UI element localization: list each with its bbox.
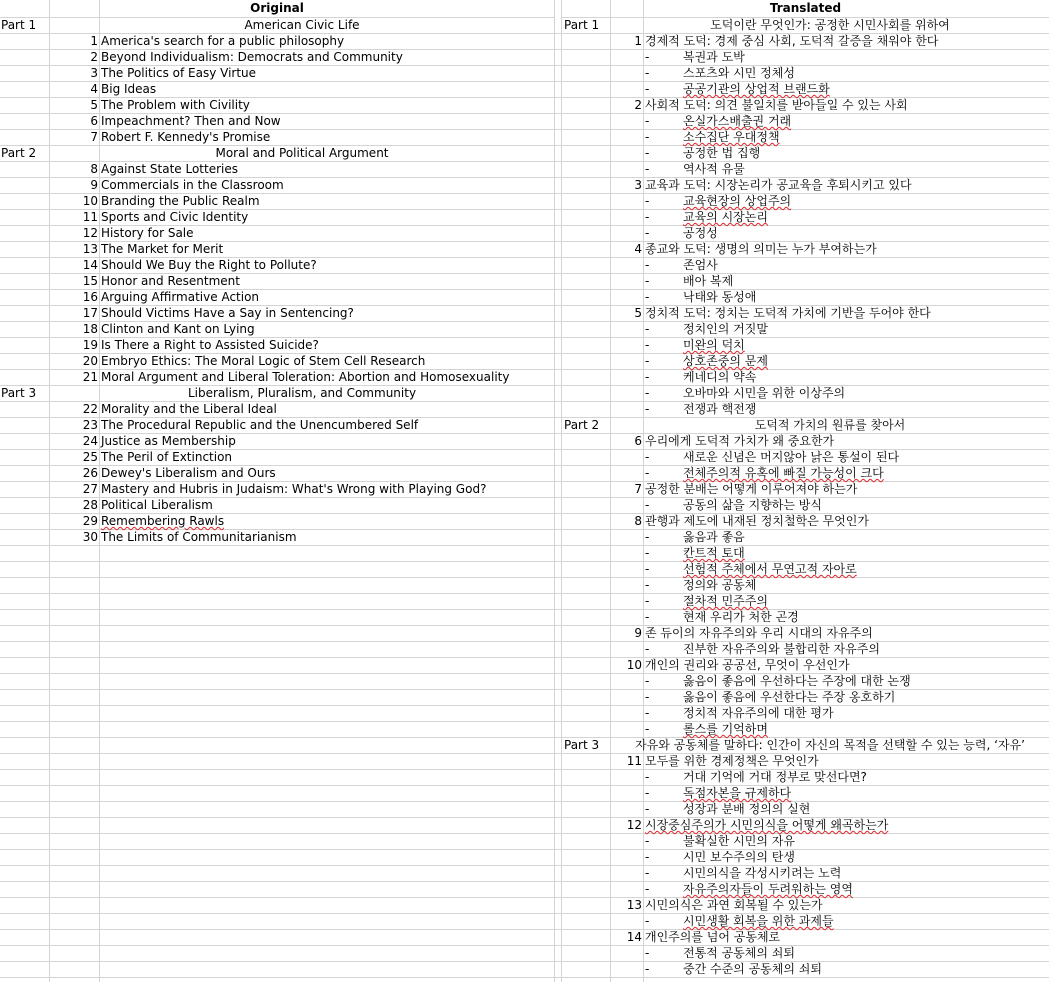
translated-section-title[interactable]: 정치인의 거짓말 bbox=[683, 322, 768, 336]
table-row[interactable] bbox=[0, 338, 1049, 354]
translated-dash[interactable]: - bbox=[645, 642, 650, 656]
table-row[interactable] bbox=[0, 146, 1049, 162]
translated-section-title[interactable]: 중간 수준의 공동체의 쇠퇴 bbox=[683, 962, 822, 976]
table-row[interactable] bbox=[0, 962, 1049, 978]
table-row[interactable] bbox=[0, 594, 1049, 610]
original-chapter-number[interactable]: 22 bbox=[82, 402, 98, 416]
translated-chapter-number[interactable]: 9 bbox=[634, 626, 642, 640]
original-chapter-number[interactable]: 15 bbox=[82, 274, 98, 288]
translated-dash[interactable]: - bbox=[645, 946, 650, 960]
translated-section-title[interactable]: 복권과 도박 bbox=[683, 50, 745, 64]
original-chapter-title[interactable]: Is There a Right to Assisted Suicide? bbox=[101, 338, 319, 352]
table-row[interactable] bbox=[0, 690, 1049, 706]
translated-dash[interactable]: - bbox=[645, 962, 650, 976]
original-part-label[interactable]: Part 1 bbox=[1, 18, 37, 32]
translated-section-title[interactable]: 정의와 공동체 bbox=[683, 578, 757, 592]
table-row[interactable] bbox=[0, 898, 1049, 914]
translated-header[interactable]: Translated bbox=[562, 0, 1049, 18]
original-chapter-number[interactable]: 20 bbox=[82, 354, 98, 368]
translated-part-label[interactable]: Part 1 bbox=[564, 18, 600, 32]
spellcheck-underlined-text: 공공기관의 상업적 브랜드화 bbox=[683, 82, 830, 96]
original-chapter-number[interactable]: 7 bbox=[90, 130, 98, 144]
translated-chapter-number[interactable]: 3 bbox=[634, 178, 642, 192]
table-row[interactable] bbox=[0, 706, 1049, 722]
translated-section-title[interactable] bbox=[683, 546, 1049, 561]
translated-chapter-title[interactable]: 정치적 도덕: 정치는 도덕적 가치에 기반을 두어야 한다 bbox=[645, 306, 931, 320]
translated-dash[interactable]: - bbox=[645, 354, 650, 368]
original-chapter-title[interactable]: The Market for Merit bbox=[101, 242, 224, 256]
translated-section-title[interactable]: 시민 보수주의의 탄생 bbox=[683, 850, 795, 864]
translated-dash[interactable]: - bbox=[645, 386, 650, 400]
translated-dash[interactable]: - bbox=[645, 786, 650, 800]
table-row[interactable] bbox=[0, 114, 1049, 130]
original-chapter-title[interactable]: Should We Buy the Right to Pollute? bbox=[101, 258, 317, 272]
original-chapter-number[interactable]: 27 bbox=[82, 482, 98, 496]
translated-section-title[interactable]: 전쟁과 핵전쟁 bbox=[683, 402, 757, 416]
translated-section-title[interactable] bbox=[683, 130, 1049, 145]
table-row[interactable] bbox=[0, 530, 1049, 546]
translated-section-title[interactable]: 시민의식을 각성시키려는 노력 bbox=[683, 866, 842, 880]
translated-chapter-number[interactable]: 5 bbox=[634, 306, 642, 320]
translated-chapter-number[interactable]: 11 bbox=[626, 754, 642, 768]
original-chapter-title[interactable]: Clinton and Kant on Lying bbox=[101, 322, 255, 336]
original-part-label[interactable]: Part 2 bbox=[1, 146, 37, 160]
table-row[interactable] bbox=[0, 386, 1049, 402]
translated-section-title[interactable] bbox=[683, 210, 1049, 225]
original-chapter-title[interactable]: Morality and the Liberal Ideal bbox=[101, 402, 277, 416]
translated-chapter-title[interactable]: 개인의 권리와 공공선, 무엇이 우선인가 bbox=[645, 658, 850, 672]
table-row[interactable] bbox=[0, 18, 1049, 34]
table-row[interactable] bbox=[0, 322, 1049, 338]
translated-section-title[interactable]: 진부한 자유주의와 불합리한 자유주의 bbox=[683, 642, 880, 656]
translated-dash[interactable]: - bbox=[645, 82, 650, 96]
table-row[interactable] bbox=[0, 482, 1049, 498]
table-row[interactable] bbox=[0, 642, 1049, 658]
translated-section-title[interactable]: 오바마와 시민을 위한 이상주의 bbox=[683, 386, 846, 400]
original-chapter-title[interactable]: Embryo Ethics: The Moral Logic of Stem Cell Research bbox=[101, 354, 426, 368]
translated-section-title[interactable]: 전통적 공동체의 쇠퇴 bbox=[683, 946, 795, 960]
translated-section-title[interactable]: 공정성 bbox=[683, 226, 718, 240]
table-row[interactable] bbox=[0, 354, 1049, 370]
original-chapter-number[interactable]: 12 bbox=[82, 226, 98, 240]
table-row[interactable] bbox=[0, 946, 1049, 962]
translated-chapter-number[interactable]: 13 bbox=[626, 898, 642, 912]
original-chapter-number[interactable]: 21 bbox=[82, 370, 98, 384]
original-chapter-number[interactable]: 8 bbox=[90, 162, 98, 176]
translated-section-title[interactable] bbox=[683, 194, 1049, 209]
table-row[interactable] bbox=[0, 370, 1049, 386]
translated-chapter-title[interactable]: 종교와 도덕: 생명의 의미는 누가 부여하는가 bbox=[645, 242, 877, 256]
original-chapter-number[interactable]: 11 bbox=[82, 210, 98, 224]
original-chapter-title[interactable]: Big Ideas bbox=[101, 82, 157, 96]
table-row[interactable] bbox=[0, 754, 1049, 770]
translated-section-title[interactable] bbox=[683, 882, 1049, 897]
original-chapter-title[interactable]: Dewey's Liberalism and Ours bbox=[101, 466, 276, 480]
table-row[interactable] bbox=[0, 194, 1049, 210]
translated-chapter-number[interactable]: 14 bbox=[626, 930, 642, 944]
translated-dash[interactable]: - bbox=[645, 866, 650, 880]
table-row[interactable] bbox=[0, 306, 1049, 322]
table-row[interactable] bbox=[0, 498, 1049, 514]
translated-dash[interactable]: - bbox=[645, 610, 650, 624]
table-row[interactable] bbox=[0, 402, 1049, 418]
translated-dash[interactable]: - bbox=[645, 594, 650, 608]
table-row[interactable] bbox=[0, 818, 1049, 834]
translated-chapter-title[interactable]: 개인주의를 넘어 공동체로 bbox=[645, 930, 781, 944]
table-row[interactable] bbox=[0, 562, 1049, 578]
translated-section-title[interactable] bbox=[683, 114, 1049, 129]
translated-section-title[interactable]: 배아 복제 bbox=[683, 274, 734, 288]
translated-dash[interactable]: - bbox=[645, 578, 650, 592]
original-chapter-title[interactable]: The Problem with Civility bbox=[101, 98, 250, 112]
table-row[interactable] bbox=[0, 882, 1049, 898]
table-row[interactable] bbox=[0, 162, 1049, 178]
original-part-title[interactable]: Moral and Political Argument bbox=[215, 146, 389, 160]
translated-dash[interactable]: - bbox=[645, 530, 650, 544]
table-row[interactable] bbox=[0, 770, 1049, 786]
translated-dash[interactable]: - bbox=[645, 114, 650, 128]
translated-dash[interactable]: - bbox=[645, 194, 650, 208]
original-chapter-number[interactable]: 6 bbox=[90, 114, 98, 128]
original-chapter-number[interactable]: 30 bbox=[82, 530, 98, 544]
translated-section-title[interactable] bbox=[683, 338, 1049, 353]
original-chapter-title[interactable]: The Politics of Easy Virtue bbox=[101, 66, 257, 80]
translated-section-title[interactable]: 옳음과 좋음 bbox=[683, 530, 745, 544]
original-part-title[interactable]: American Civic Life bbox=[244, 18, 360, 32]
original-chapter-number[interactable]: 24 bbox=[82, 434, 98, 448]
table-row[interactable] bbox=[0, 578, 1049, 594]
original-chapter-title[interactable]: Impeachment? Then and Now bbox=[101, 114, 281, 128]
original-chapter-number[interactable]: 23 bbox=[82, 418, 98, 432]
table-row[interactable] bbox=[0, 50, 1049, 66]
original-chapter-title[interactable]: Beyond Individualism: Democrats and Community bbox=[101, 50, 403, 64]
translated-dash[interactable]: - bbox=[645, 210, 650, 224]
translated-chapter-number[interactable]: 2 bbox=[634, 98, 642, 112]
table-row[interactable] bbox=[0, 274, 1049, 290]
spellcheck-underlined-text: 절차적 민주주의 bbox=[683, 594, 768, 608]
original-chapter-title[interactable]: Moral Argument and Liberal Toleration: Abortion and Homosexuality bbox=[101, 370, 510, 384]
original-chapter-title[interactable]: History for Sale bbox=[101, 226, 194, 240]
table-row[interactable] bbox=[0, 658, 1049, 674]
translated-chapter-number[interactable]: 8 bbox=[634, 514, 642, 528]
spellcheck-underlined-text: 롤스를 기억하며 bbox=[683, 722, 768, 736]
translated-part-title[interactable]: 도덕이란 무엇인가: 공정한 시민사회를 위하여 bbox=[710, 18, 950, 32]
translated-dash[interactable]: - bbox=[645, 226, 650, 240]
translated-part-title[interactable]: 도덕적 가치의 원류를 찾아서 bbox=[754, 418, 906, 432]
spellcheck-underlined-text: 전체주의적 유혹에 빠질 가능성이 크다 bbox=[683, 466, 884, 480]
original-chapter-title[interactable]: America's search for a public philosophy bbox=[101, 34, 345, 48]
translated-section-title[interactable]: 낙태와 동성애 bbox=[683, 290, 757, 304]
table-row[interactable] bbox=[0, 98, 1049, 114]
original-chapter-number[interactable]: 4 bbox=[90, 82, 98, 96]
table-row[interactable] bbox=[0, 258, 1049, 274]
table-row[interactable] bbox=[0, 850, 1049, 866]
table-row[interactable] bbox=[0, 546, 1049, 562]
translated-section-title[interactable]: 성장과 분배 정의의 실현 bbox=[683, 802, 811, 816]
translated-section-title[interactable] bbox=[683, 82, 1049, 97]
translated-chapter-number[interactable]: 6 bbox=[634, 434, 642, 448]
spellcheck-underlined-text: 교육현장의 상업주의 bbox=[683, 194, 792, 208]
original-chapter-title[interactable] bbox=[101, 514, 554, 529]
translated-section-title[interactable]: 스포츠와 시민 정체성 bbox=[683, 66, 795, 80]
table-row[interactable] bbox=[0, 130, 1049, 146]
spellcheck-underlined-text: 온실가스배출권 거래 bbox=[683, 114, 792, 128]
original-chapter-number[interactable]: 29 bbox=[82, 514, 98, 528]
spellcheck-underlined-text: Remembering Rawls bbox=[101, 514, 225, 528]
translated-dash[interactable]: - bbox=[645, 914, 650, 928]
table-row[interactable] bbox=[0, 210, 1049, 226]
table-row[interactable] bbox=[0, 466, 1049, 482]
translated-section-title[interactable]: 옳음이 좋음에 우선한다는 주장 옹호하기 bbox=[683, 690, 896, 704]
original-chapter-number[interactable]: 16 bbox=[82, 290, 98, 304]
translated-section-title[interactable]: 케네디의 약속 bbox=[683, 370, 757, 384]
original-chapter-number[interactable]: 9 bbox=[90, 178, 98, 192]
table-row[interactable] bbox=[0, 722, 1049, 738]
translated-dash[interactable]: - bbox=[645, 834, 650, 848]
original-chapter-number[interactable]: 1 bbox=[90, 34, 98, 48]
original-chapter-title[interactable]: Arguing Affirmative Action bbox=[101, 290, 260, 304]
original-chapter-title[interactable]: The Peril of Extinction bbox=[101, 450, 233, 464]
original-chapter-title[interactable]: Against State Lotteries bbox=[101, 162, 238, 176]
translated-chapter-title[interactable]: 모두를 위한 경제정책은 무엇인가 bbox=[645, 754, 819, 768]
table-row[interactable] bbox=[0, 242, 1049, 258]
translated-part-label[interactable]: Part 3 bbox=[564, 738, 600, 752]
translated-chapter-title[interactable]: 시민의식은 과연 회복될 수 있는가 bbox=[645, 898, 823, 912]
original-chapter-number[interactable]: 13 bbox=[82, 242, 98, 256]
translated-dash[interactable]: - bbox=[645, 450, 650, 464]
original-chapter-title[interactable]: The Procedural Republic and the Unencumbered Self bbox=[101, 418, 419, 432]
translated-dash[interactable]: - bbox=[645, 498, 650, 512]
translated-chapter-title[interactable]: 관행과 제도에 내재된 정치철학은 무엇인가 bbox=[645, 514, 869, 528]
spellcheck-underlined-text: 소수집단 우대정책 bbox=[683, 130, 780, 144]
translated-dash[interactable]: - bbox=[645, 562, 650, 576]
original-chapter-title[interactable]: Commercials in the Classroom bbox=[101, 178, 284, 192]
original-chapter-number[interactable]: 18 bbox=[82, 322, 98, 336]
translated-dash[interactable]: - bbox=[645, 146, 650, 160]
table-row[interactable] bbox=[0, 914, 1049, 930]
translated-chapter-title[interactable]: 공정한 분배는 어떻게 이루어져야 하는가 bbox=[645, 482, 858, 496]
original-chapter-title[interactable]: Robert F. Kennedy's Promise bbox=[101, 130, 271, 144]
translated-dash[interactable]: - bbox=[645, 402, 650, 416]
table-row[interactable] bbox=[0, 930, 1049, 946]
spellcheck-underlined-text: 상호존중의 문제 bbox=[683, 354, 768, 368]
table-row[interactable] bbox=[0, 514, 1049, 530]
table-row[interactable] bbox=[0, 66, 1049, 82]
translated-dash[interactable]: - bbox=[645, 130, 650, 144]
translated-section-title[interactable]: 옳음이 좋음에 우선하다는 주장에 대한 논쟁 bbox=[683, 674, 911, 688]
original-chapter-title[interactable]: Mastery and Hubris in Judaism: What's Wrong with Playing God? bbox=[101, 482, 487, 496]
translated-chapter-number[interactable]: 12 bbox=[626, 818, 642, 832]
table-row[interactable] bbox=[0, 610, 1049, 626]
translated-dash[interactable]: - bbox=[645, 882, 650, 896]
table-row[interactable] bbox=[0, 226, 1049, 242]
original-chapter-number[interactable]: 25 bbox=[82, 450, 98, 464]
spellcheck-underlined-text: 자유주의자들이 두려워하는 영역 bbox=[683, 882, 853, 896]
translated-section-title[interactable] bbox=[683, 466, 1049, 481]
translated-section-title[interactable]: 역사적 유물 bbox=[683, 162, 745, 176]
spellcheck-underlined-text: 교육의 시장논리 bbox=[683, 210, 768, 224]
original-chapter-number[interactable]: 2 bbox=[90, 50, 98, 64]
translated-chapter-number[interactable]: 1 bbox=[634, 34, 642, 48]
translated-dash[interactable]: - bbox=[645, 290, 650, 304]
table-row[interactable] bbox=[0, 626, 1049, 642]
translated-dash[interactable]: - bbox=[645, 66, 650, 80]
table-row[interactable] bbox=[0, 418, 1049, 434]
spellcheck-underlined-text: 선험적 주체에서 무연고적 자아로 bbox=[683, 562, 857, 576]
spellcheck-underlined-text: 독점자본을 규제하다 bbox=[683, 786, 792, 800]
translated-dash[interactable]: - bbox=[645, 258, 650, 272]
translated-dash[interactable]: - bbox=[645, 338, 650, 352]
translated-part-label[interactable]: Part 2 bbox=[564, 418, 600, 432]
translated-section-title[interactable]: 불확실한 시민의 자유 bbox=[683, 834, 795, 848]
table-row[interactable] bbox=[0, 290, 1049, 306]
table-row[interactable] bbox=[0, 82, 1049, 98]
original-chapter-number[interactable]: 17 bbox=[82, 306, 98, 320]
translated-section-title[interactable]: 공정한 법 집행 bbox=[683, 146, 761, 160]
table-row[interactable] bbox=[0, 738, 1049, 754]
original-chapter-number[interactable]: 5 bbox=[90, 98, 98, 112]
translated-part-title[interactable]: 자유와 공동체를 말하다: 인간이 자신의 목적을 선택할 수 있는 능력, ‘자유’ bbox=[635, 738, 1025, 752]
table-row[interactable] bbox=[0, 802, 1049, 818]
table-row[interactable] bbox=[0, 34, 1049, 50]
translated-dash[interactable]: - bbox=[645, 546, 650, 560]
translated-dash[interactable]: - bbox=[645, 466, 650, 480]
translated-section-title[interactable] bbox=[683, 594, 1049, 609]
translated-section-title[interactable] bbox=[683, 562, 1049, 577]
original-chapter-number[interactable]: 19 bbox=[82, 338, 98, 352]
translated-dash[interactable]: - bbox=[645, 690, 650, 704]
translated-section-title[interactable] bbox=[683, 354, 1049, 369]
translated-chapter-title[interactable] bbox=[645, 818, 1049, 833]
original-chapter-number[interactable]: 3 bbox=[90, 66, 98, 80]
translated-section-title[interactable] bbox=[683, 722, 1049, 737]
table-row[interactable] bbox=[0, 834, 1049, 850]
original-part-label[interactable]: Part 3 bbox=[1, 386, 37, 400]
translated-chapter-title[interactable]: 존 듀이의 자유주의와 우리 시대의 자유주의 bbox=[645, 626, 873, 640]
translated-chapter-title[interactable]: 경제적 도덕: 경제 중심 사회, 도덕적 갈증을 채워야 한다 bbox=[645, 34, 939, 48]
original-chapter-number[interactable]: 14 bbox=[82, 258, 98, 272]
table-row[interactable] bbox=[0, 866, 1049, 882]
translated-dash[interactable]: - bbox=[645, 770, 650, 784]
translated-section-title[interactable] bbox=[683, 786, 1049, 801]
translated-section-title[interactable]: 새로운 신념은 머지않아 낡은 통설이 된다 bbox=[683, 450, 900, 464]
translated-section-title[interactable]: 거대 기억에 거대 정부로 맞선다면? bbox=[683, 770, 867, 784]
translated-section-title[interactable] bbox=[683, 914, 1049, 929]
translated-dash[interactable]: - bbox=[645, 850, 650, 864]
translated-dash[interactable]: - bbox=[645, 802, 650, 816]
translated-dash[interactable]: - bbox=[645, 370, 650, 384]
translated-section-title[interactable]: 정치적 자유주의에 대한 평가 bbox=[683, 706, 834, 720]
original-chapter-title[interactable]: Justice as Membership bbox=[101, 434, 236, 448]
translated-section-title[interactable]: 공동의 삶을 지향하는 방식 bbox=[683, 498, 822, 512]
original-chapter-number[interactable]: 28 bbox=[82, 498, 98, 512]
translated-section-title[interactable]: 존엄사 bbox=[683, 258, 718, 272]
spellcheck-underlined-text: 칸트적 토대 bbox=[683, 546, 745, 560]
translated-chapter-title[interactable]: 교육과 도덕: 시장논리가 공교육을 후퇴시키고 있다 bbox=[645, 178, 912, 192]
translated-chapter-title[interactable]: 우리에게 도덕적 가치가 왜 중요한가 bbox=[645, 434, 835, 448]
original-part-title[interactable]: Liberalism, Pluralism, and Community bbox=[187, 386, 417, 400]
translated-chapter-number[interactable]: 4 bbox=[634, 242, 642, 256]
original-chapter-title[interactable]: Political Liberalism bbox=[101, 498, 213, 512]
original-chapter-title[interactable]: Branding the Public Realm bbox=[101, 194, 260, 208]
original-chapter-number[interactable]: 10 bbox=[82, 194, 98, 208]
translated-chapter-number[interactable]: 10 bbox=[626, 658, 642, 672]
translated-dash[interactable]: - bbox=[645, 674, 650, 688]
table-row[interactable] bbox=[0, 674, 1049, 690]
table-row[interactable] bbox=[0, 434, 1049, 450]
spellcheck-underlined-text: 시민생활 회복을 위한 과제들 bbox=[683, 914, 834, 928]
table-row[interactable] bbox=[0, 178, 1049, 194]
translated-dash[interactable]: - bbox=[645, 274, 650, 288]
spellcheck-underlined-text: 미완의 덕치 bbox=[683, 338, 745, 352]
translated-dash[interactable]: - bbox=[645, 322, 650, 336]
original-chapter-title[interactable]: Should Victims Have a Say in Sentencing? bbox=[101, 306, 354, 320]
original-chapter-title[interactable]: Sports and Civic Identity bbox=[101, 210, 249, 224]
translated-dash[interactable]: - bbox=[645, 162, 650, 176]
translated-chapter-number[interactable]: 7 bbox=[634, 482, 642, 496]
table-row[interactable] bbox=[0, 786, 1049, 802]
spellcheck-underlined-text: 시장중심주의가 시민의식을 어떻게 왜곡하는가 bbox=[645, 818, 889, 832]
original-chapter-number[interactable]: 26 bbox=[82, 466, 98, 480]
table-row[interactable] bbox=[0, 450, 1049, 466]
original-chapter-title[interactable]: The Limits of Communitarianism bbox=[101, 530, 297, 544]
translated-dash[interactable]: - bbox=[645, 722, 650, 736]
translated-dash[interactable]: - bbox=[645, 706, 650, 720]
original-header[interactable]: Original bbox=[0, 0, 554, 18]
original-chapter-title[interactable]: Honor and Resentment bbox=[101, 274, 240, 288]
translated-dash[interactable]: - bbox=[645, 50, 650, 64]
translated-section-title[interactable]: 현재 우리가 처한 곤경 bbox=[683, 610, 799, 624]
translated-chapter-title[interactable]: 사회적 도덕: 의견 불일치를 받아들일 수 있는 사회 bbox=[645, 98, 908, 112]
